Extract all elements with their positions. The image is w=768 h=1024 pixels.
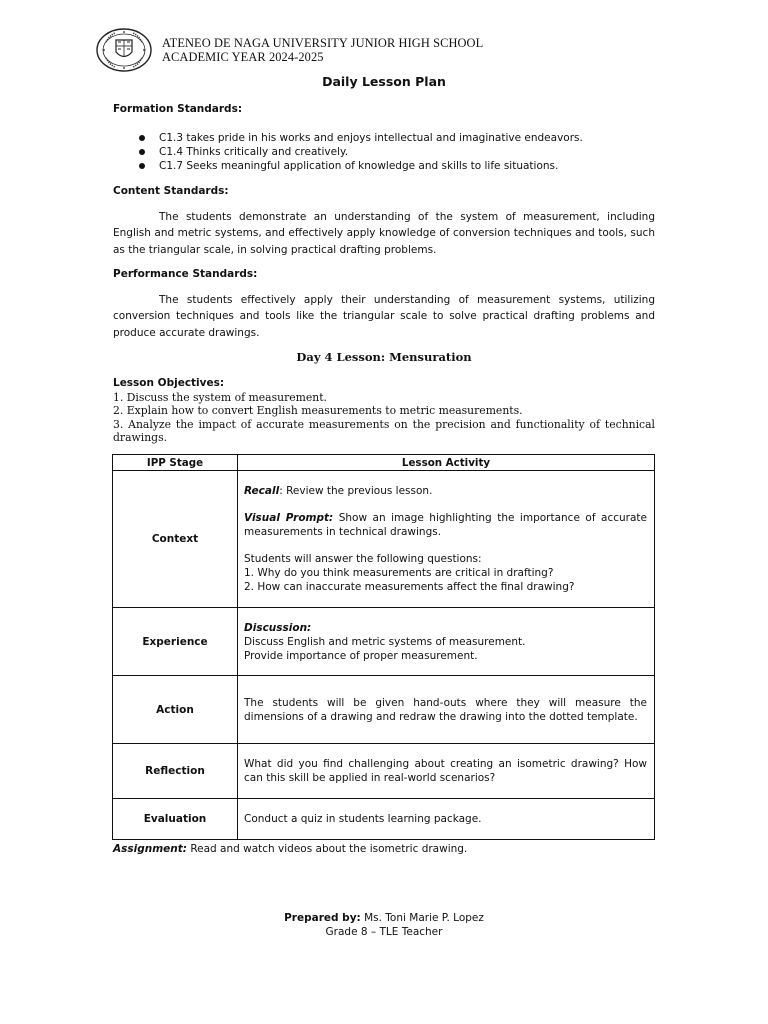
activity-reflection: What did you find challenging about creating an isometric drawing? How can this skill be applied in real-world scenarios? xyxy=(238,744,655,799)
lesson-activity-table xyxy=(112,454,655,840)
objectives-heading: Lesson Objectives: xyxy=(113,377,225,389)
visual-prompt-label: Visual Prompt: xyxy=(244,512,334,524)
column-header-lesson-activity: Lesson Activity xyxy=(238,455,655,471)
list-item: 1. Discuss the system of measurement. xyxy=(113,391,327,404)
assignment-label: Assignment: xyxy=(113,843,187,855)
formation-standards-heading: Formation Standards: xyxy=(113,103,243,115)
formation-standards-list xyxy=(113,131,583,173)
question-2: 2. How can inaccurate measurements affect the final drawing? xyxy=(244,581,575,593)
recall-label: Recall xyxy=(244,485,280,497)
experience-line-2: Provide importance of proper measurement. xyxy=(244,649,478,662)
discussion-label: Discussion: xyxy=(244,621,312,634)
list-item: 2. Explain how to convert English measurements to metric measurements. xyxy=(113,404,523,418)
question-1: 1. Why do you think measurements are critical in drafting? xyxy=(244,567,554,579)
prepared-by-label: Prepared by: xyxy=(284,912,361,924)
school-seal-logo xyxy=(96,28,152,72)
list-item: C1.7 Seeks meaningful application of knowledge and skills to life situations. xyxy=(113,159,583,173)
assignment-line xyxy=(113,843,467,855)
table-row xyxy=(113,608,655,676)
assignment-text: Read and watch videos about the isometric drawing. xyxy=(186,843,468,855)
academic-year: ACADEMIC YEAR 2024-2025 xyxy=(162,50,324,64)
performance-standards-text: The students effectively apply their understanding of measurement systems, utilizing conversion techniques and tools like the triangular scale to solve practical drafting problems and produce accurate drawings. xyxy=(113,294,655,339)
lesson-heading: Day 4 Lesson: Mensuration xyxy=(296,350,472,364)
school-name: ATENEO DE NAGA UNIVERSITY JUNIOR HIGH SCHOOL xyxy=(162,36,484,50)
stage-evaluation: Evaluation xyxy=(113,799,238,840)
table-row xyxy=(113,676,655,744)
stage-context: Context xyxy=(113,471,238,608)
table-row xyxy=(113,744,655,799)
prepared-by-block xyxy=(0,911,768,939)
table-row xyxy=(113,471,655,608)
stage-reflection: Reflection xyxy=(113,744,238,799)
content-standards-heading: Content Standards: xyxy=(113,185,229,197)
questions-intro: Students will answer the following questions: xyxy=(244,553,482,565)
activity-experience xyxy=(238,608,655,676)
content-standards-text: The students demonstrate an understanding of the system of measurement, including English and metric systems, and effectively apply knowledge of conversion techniques and tools, such as the triangular scale, in solving practical drafting problems. xyxy=(113,211,655,256)
document-title: Daily Lesson Plan xyxy=(322,74,446,89)
stage-action: Action xyxy=(113,676,238,744)
school-header xyxy=(96,28,656,72)
experience-line-1: Discuss English and metric systems of measurement. xyxy=(244,635,526,648)
visual-prompt-text: Show an image highlighting the importance of accurate measurements in technical drawings. xyxy=(244,512,647,538)
column-header-ipp-stage: IPP Stage xyxy=(113,455,238,471)
activity-action: The students will be given hand-outs where they will measure the dimensions of a drawing and redraw the drawing into the dotted template. xyxy=(238,676,655,744)
list-item: 3. Analyze the impact of accurate measurements on the precision and functionality of technical drawings. xyxy=(113,417,655,445)
activity-evaluation: Conduct a quiz in students learning package. xyxy=(238,799,655,840)
activity-context xyxy=(238,471,655,608)
recall-text: : Review the previous lesson. xyxy=(279,485,433,497)
teacher-role: Grade 8 – TLE Teacher xyxy=(325,926,443,938)
list-item: C1.3 takes pride in his works and enjoys intellectual and imaginative endeavors. xyxy=(113,131,583,145)
table-header-row xyxy=(113,455,655,471)
table-row xyxy=(113,799,655,840)
list-item: C1.4 Thinks critically and creatively. xyxy=(113,145,583,159)
objectives-list xyxy=(113,391,655,445)
performance-standards-heading: Performance Standards: xyxy=(113,268,258,280)
stage-experience: Experience xyxy=(113,608,238,676)
teacher-name: Ms. Toni Marie P. Lopez xyxy=(360,912,484,924)
